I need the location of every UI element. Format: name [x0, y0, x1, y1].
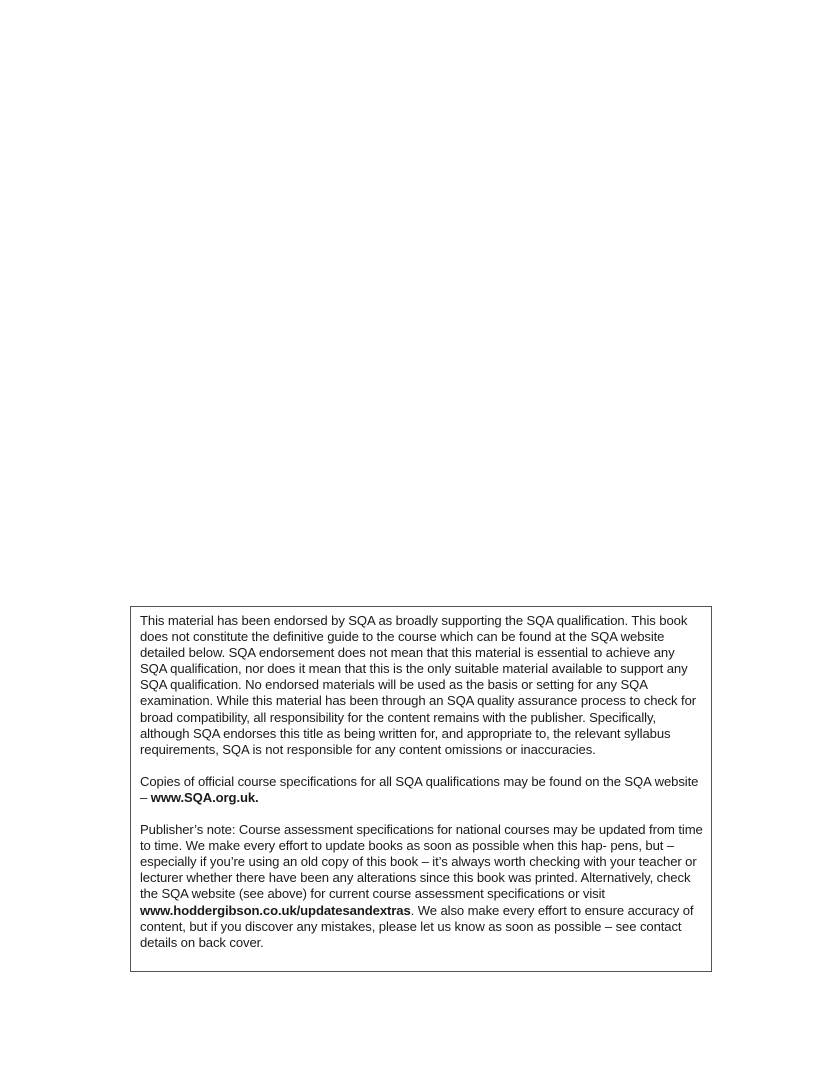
sqa-website-link: www.SQA.org.uk.	[150, 789, 259, 805]
publishers-note-text-before: Publisher’s note: Course assessment specifications for national courses may be updated from time to time. We make every effort to update books as soon as possible when this hap- pens, but – especially if you’re using an old copy of this book – it’s always worth checking with your teacher or lecturer whether there have been any alterations since this book was printed. Alternatively, check the SQA website (see above) for current course assessment specifications or visit	[140, 822, 703, 902]
course-specifications-text: Copies of official course specifications for all SQA qualifications may be found on the SQA website –	[140, 773, 699, 805]
hodder-gibson-updates-link: www.hoddergibson.co.uk/updatesandextras	[140, 902, 411, 918]
course-specifications-paragraph	[140, 774, 703, 806]
endorsement-text: This material has been endorsed by SQA as broadly supporting the SQA qualification. This book does not constitute the definitive guide to the course which can be found at the SQA website detailed below. SQA endorsement does not mean that this material is essential to achieve any SQA qualification, nor does it mean that this is the only suitable material available to support any SQA qualification. No endorsed materials will be used as the basis or setting for any SQA examination. While this material has been through an SQA quality assurance process to check for broad compatibility, all responsibility for the content remains with the publisher. Specifically, although SQA endorses this title as being written for, and appropriate to, the relevant syllabus requirements, SQA is not responsible for any content omissions or inaccuracies.	[140, 613, 697, 757]
endorsement-notice-box	[130, 606, 712, 972]
publishers-note-text-after: . We also make every effort to ensure accuracy of content, but if you discover any mistakes, please let us know as soon as possible – see contact details on back cover.	[140, 902, 694, 950]
endorsement-paragraph	[140, 613, 703, 758]
publishers-note-paragraph	[140, 822, 703, 951]
